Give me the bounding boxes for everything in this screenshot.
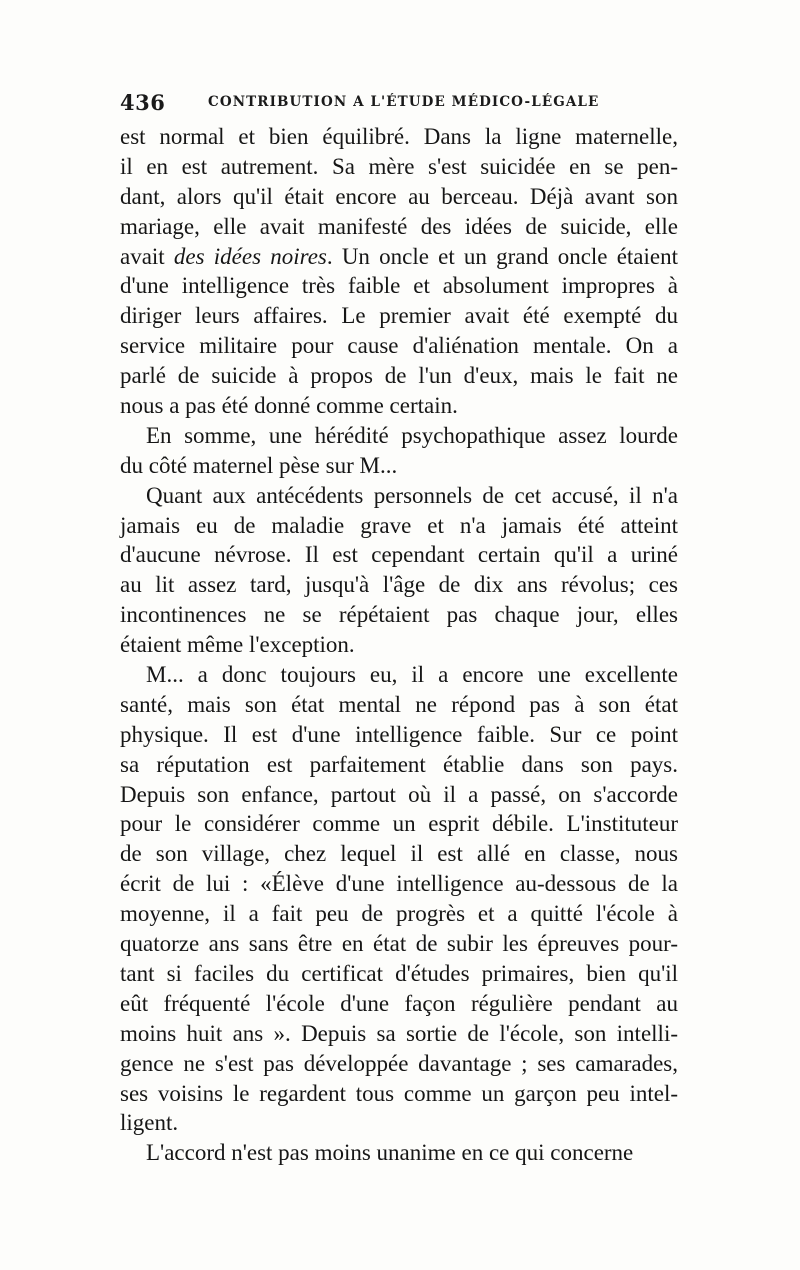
text-segment: avait (120, 243, 174, 269)
text-line: étaient même l'exception. (120, 632, 355, 658)
text-line: parlé de suicide à propos de l'un d'eux, mais le fait ne (120, 363, 678, 389)
text-line: sa réputation est parfaitement établie dans son pays. (120, 751, 678, 777)
text-line: service militaire pour cause d'aliénation mentale. On a (120, 333, 678, 359)
paragraph (120, 122, 678, 421)
text-line: ses voisins le regardent tous comme un garçon peu intel- (120, 1080, 678, 1106)
text-line: dant, alors qu'il était encore au berceau. Déjà avant son (120, 183, 678, 209)
text-line: gence ne s'est pas développée davantage ; ses camarades, (120, 1050, 678, 1076)
paragraph (120, 421, 678, 481)
page-header (120, 90, 680, 120)
text-line: d'aucune névrose. Il est cependant certain qu'il a uriné (120, 542, 678, 568)
text-line: L'accord n'est pas moins unanime en ce qui concerne (146, 1140, 634, 1166)
text-line: moins huit ans ». Depuis sa sortie de l'école, son intelli- (120, 1020, 678, 1046)
text-line: au lit assez tard, jusqu'à l'âge de dix ans révolus; ces (120, 572, 678, 598)
paragraph (120, 481, 678, 660)
text-line: écrit de lui : «Élève d'une intelligence au-dessous de la (120, 871, 678, 897)
text-line: du côté maternel pèse sur M... (120, 452, 398, 478)
italic-phrase: des idées noires (173, 243, 327, 269)
text-segment: . Un oncle et un grand oncle étaient (326, 243, 678, 269)
text-line: d'une intelligence très faible et absolument impropres à (120, 273, 678, 299)
text-line: jamais eu de maladie grave et n'a jamais été atteint (120, 512, 678, 538)
text-line (120, 242, 678, 272)
text-line: santé, mais son état mental ne répond pas à son état (120, 691, 678, 717)
text-line: de son village, chez lequel il est allé en classe, nous (120, 841, 678, 867)
body-text (120, 122, 678, 1168)
text-line: ligent. (120, 1110, 179, 1136)
text-line: eût fréquenté l'école d'une façon régulière pendant au (120, 990, 678, 1016)
text-line: il en est autrement. Sa mère s'est suicidée en se pen- (120, 153, 678, 179)
text-line: incontinences ne se répétaient pas chaque jour, elles (120, 602, 678, 628)
text-line: quatorze ans sans être en état de subir les épreuves pour- (120, 931, 678, 957)
text-line: Quant aux antécédents personnels de cet accusé, il n'a (146, 482, 678, 508)
text-line: Depuis son enfance, partout où il a passé, on s'accorde (120, 781, 678, 807)
text-line: En somme, une hérédité psychopathique assez lourde (146, 422, 678, 448)
text-line: mariage, elle avait manifesté des idées de suicide, elle (120, 213, 678, 239)
text-line: M... a donc toujours eu, il a encore une excellente (146, 662, 678, 688)
text-line: physique. Il est d'une intelligence faible. Sur ce point (120, 721, 678, 747)
text-line: diriger leurs affaires. Le premier avait été exempté du (120, 303, 678, 329)
paragraph (120, 1138, 678, 1168)
text-line: moyenne, il a fait peu de progrès et a quitté l'école à (120, 901, 678, 927)
text-line: tant si faciles du certificat d'études primaires, bien qu'il (120, 960, 678, 986)
paragraph (120, 660, 678, 1138)
text-line: est normal et bien équilibré. Dans la ligne maternelle, (120, 124, 678, 149)
running-head: CONTRIBUTION A L'ÉTUDE MÉDICO-LÉGALE (208, 94, 600, 110)
page-number: 436 (120, 90, 166, 115)
text-line: nous a pas été donné comme certain. (120, 393, 458, 419)
text-line: pour le considérer comme un esprit débile. L'instituteur (120, 811, 678, 837)
